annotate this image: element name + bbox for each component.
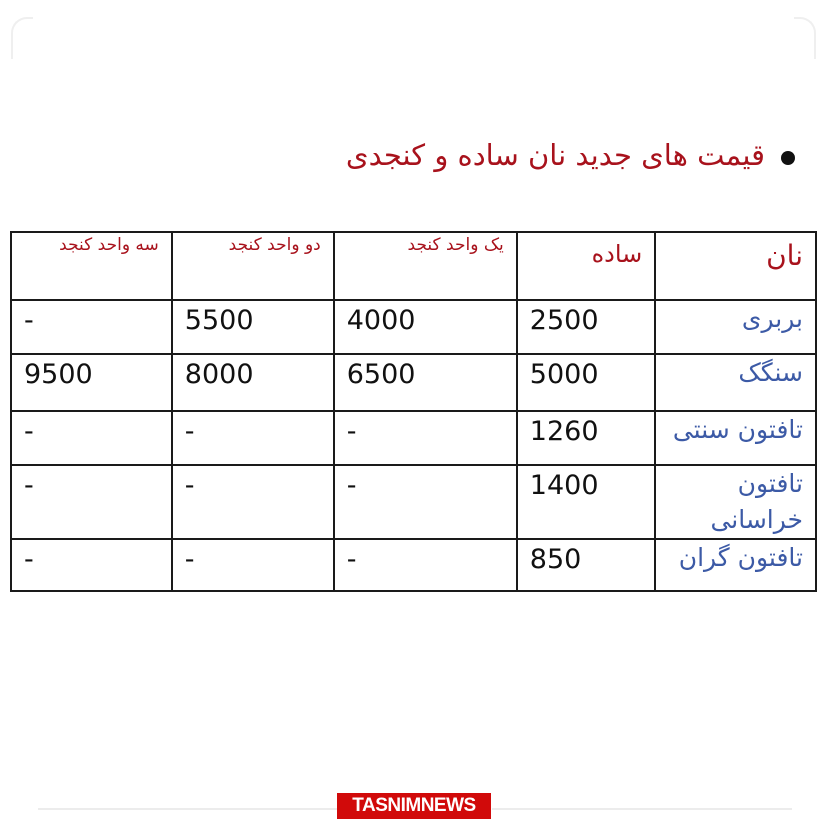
price-three-sesame: - xyxy=(11,300,172,354)
price-two-sesame: - xyxy=(172,539,334,591)
price-one-sesame: 4000 xyxy=(334,300,517,354)
header-plain: ساده xyxy=(517,232,655,300)
header-two-sesame: دو واحد کنجد xyxy=(172,232,334,300)
price-plain: 2500 xyxy=(517,300,655,354)
table-row xyxy=(11,354,816,411)
price-two-sesame: - xyxy=(172,411,334,465)
table-row xyxy=(11,300,816,354)
header-one-sesame: یک واحد کنجد xyxy=(334,232,517,300)
bread-name: تافتون سنتی xyxy=(655,411,816,465)
footer-divider-left xyxy=(38,808,338,810)
table-row xyxy=(11,539,816,591)
frame-corner-right xyxy=(794,17,816,59)
price-plain: 850 xyxy=(517,539,655,591)
price-plain: 1260 xyxy=(517,411,655,465)
price-three-sesame: - xyxy=(11,465,172,539)
table-header-row xyxy=(11,232,816,300)
table-row xyxy=(11,465,816,539)
bread-price-table xyxy=(10,231,817,592)
header-three-sesame: سه واحد کنجد xyxy=(11,232,172,300)
price-two-sesame: 8000 xyxy=(172,354,334,411)
frame-corner-left xyxy=(11,17,33,59)
bread-name: بربری xyxy=(655,300,816,354)
footer-divider-right xyxy=(492,808,792,810)
price-one-sesame: - xyxy=(334,465,517,539)
bullet-icon xyxy=(781,151,795,165)
price-three-sesame: - xyxy=(11,411,172,465)
page-title: قیمت های جدید نان ساده و کنجدی xyxy=(345,138,765,172)
table-row xyxy=(11,411,816,465)
price-one-sesame: - xyxy=(334,411,517,465)
price-three-sesame: - xyxy=(11,539,172,591)
tasnim-logo: TASNIMNEWS xyxy=(337,793,491,819)
header-bread: نان xyxy=(655,232,816,300)
bread-name: تافتون گران xyxy=(655,539,816,591)
price-one-sesame: - xyxy=(334,539,517,591)
bread-name: تافتون خراسانی xyxy=(655,465,816,539)
title-row xyxy=(346,135,795,175)
price-two-sesame: - xyxy=(172,465,334,539)
price-three-sesame: 9500 xyxy=(11,354,172,411)
price-plain: 1400 xyxy=(517,465,655,539)
bread-name: سنگک xyxy=(655,354,816,411)
price-one-sesame: 6500 xyxy=(334,354,517,411)
price-plain: 5000 xyxy=(517,354,655,411)
price-two-sesame: 5500 xyxy=(172,300,334,354)
